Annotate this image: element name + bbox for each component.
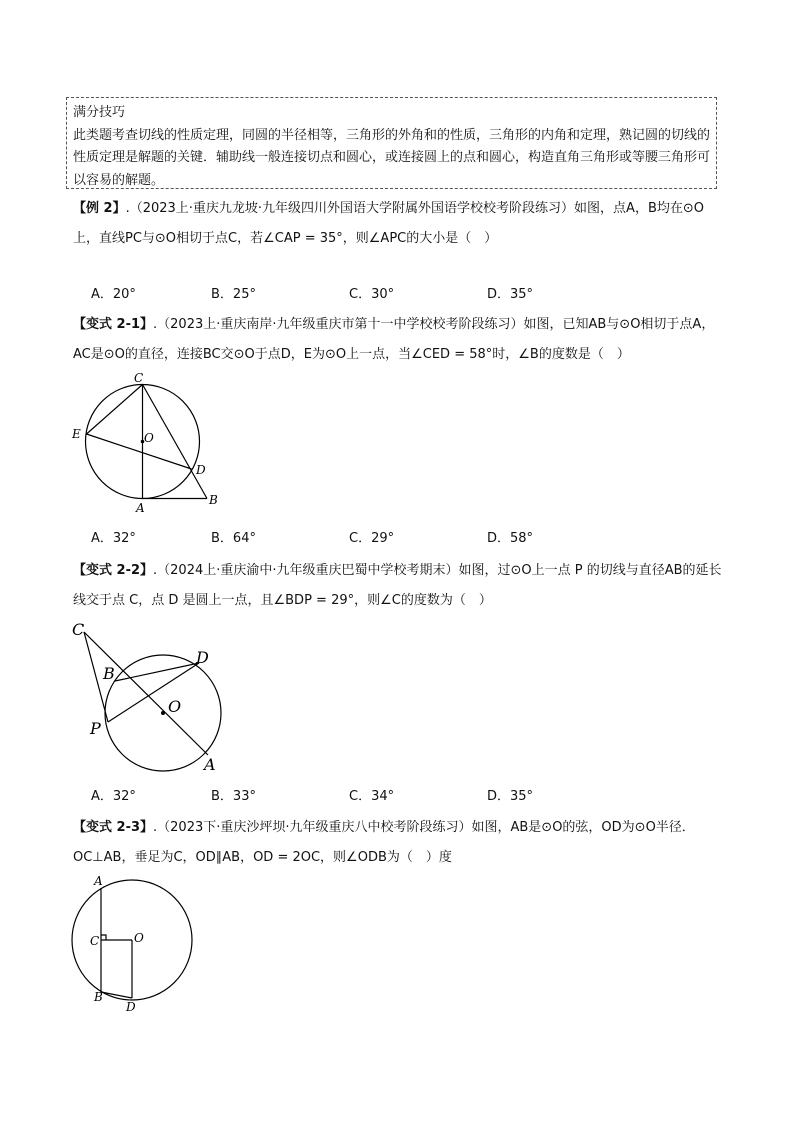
option-a[interactable]: A．32° bbox=[91, 531, 136, 546]
option-c[interactable]: C．34° bbox=[349, 789, 395, 804]
line-ca bbox=[84, 632, 208, 755]
label-a: A bbox=[94, 874, 103, 888]
label-d: D bbox=[126, 1000, 136, 1014]
question-variant-2-1 bbox=[73, 310, 728, 370]
label-b: B bbox=[103, 664, 115, 683]
label-c: C bbox=[72, 620, 85, 639]
option-a[interactable]: A．32° bbox=[91, 789, 136, 804]
figure-variant-2-2 bbox=[66, 615, 236, 775]
label-b: B bbox=[94, 990, 103, 1004]
segment-bd bbox=[101, 992, 132, 998]
chord-ed bbox=[87, 434, 192, 469]
label-d: D bbox=[196, 648, 209, 667]
question-text: .（2023上·重庆南岸·九年级重庆市第十一中学校校考阶段练习）如图，已知AB与⊙O相切于点A，AC是⊙O的直径，连接BC交⊙O于点D，E为⊙O上一点，当∠CED = 58°时，∠B的度数是（ ） bbox=[73, 317, 715, 362]
tip-box bbox=[66, 97, 717, 189]
center-dot bbox=[161, 711, 165, 715]
label-o: O bbox=[144, 431, 154, 445]
option-b[interactable]: B．33° bbox=[211, 789, 256, 804]
option-d[interactable]: D．35° bbox=[487, 789, 534, 804]
option-d[interactable]: D．35° bbox=[487, 287, 534, 302]
label-a: A bbox=[204, 755, 216, 774]
right-angle-mark bbox=[101, 935, 106, 940]
option-b[interactable]: B．64° bbox=[211, 531, 256, 546]
label-o: O bbox=[134, 931, 144, 945]
question-tag: 【变式 2-2】 bbox=[73, 563, 154, 578]
option-a[interactable]: A．20° bbox=[91, 287, 136, 302]
label-d: D bbox=[196, 463, 206, 477]
figure-variant-2-1 bbox=[66, 368, 226, 516]
label-c: C bbox=[90, 934, 100, 948]
label-a: A bbox=[136, 501, 145, 515]
question-variant-2-3 bbox=[73, 813, 728, 873]
question-example-2 bbox=[73, 194, 728, 254]
question-tag: 【例 2】 bbox=[73, 201, 126, 216]
option-b[interactable]: B．25° bbox=[211, 287, 256, 302]
figure-variant-2-3 bbox=[66, 872, 196, 1017]
question-tag: 【变式 2-3】 bbox=[73, 820, 154, 835]
tip-body: 此类题考查切线的性质定理，同圆的半径相等，三角形的外角和的性质，三角形的内角和定理，熟记圆的切线的性质定理是解题的关键．辅助线一般连接切点和圆心，或连接圆上的点和圆心，构造直角三角形或等腰三角形可以容易的解题。 bbox=[73, 127, 711, 188]
label-b: B bbox=[209, 493, 218, 507]
label-c: C bbox=[134, 371, 144, 385]
option-c[interactable]: C．29° bbox=[349, 531, 395, 546]
label-o: O bbox=[168, 697, 182, 716]
question-variant-2-2 bbox=[73, 556, 728, 616]
option-c[interactable]: C．30° bbox=[349, 287, 395, 302]
option-d[interactable]: D．58° bbox=[487, 531, 534, 546]
question-text: .（2024上·重庆渝中·九年级重庆巴蜀中学校考期末）如图，过⊙O上一点 P 的切线与直径AB的延长线交于点 C，点 D 是圆上一点，且∠BDP = 29°，则∠C的度数为（ ） bbox=[73, 563, 722, 608]
label-p: P bbox=[90, 719, 101, 738]
question-tag: 【变式 2-1】 bbox=[73, 317, 154, 332]
question-text: .（2023下·重庆沙坪坝·九年级重庆八中校考阶段练习）如图，AB是⊙O的弦，OD为⊙O半径．OC⊥AB，垂足为C，OD∥AB，OD = 2OC，则∠ODB为（ ）度 bbox=[73, 820, 695, 865]
label-e: E bbox=[72, 427, 81, 441]
chord-bd bbox=[115, 663, 199, 681]
tip-title: 满分技巧 bbox=[73, 105, 126, 120]
question-text: .（2023上·重庆九龙坡·九年级四川外国语大学附属外国语学校校考阶段练习）如图，点A，B均在⊙O上，直线PC与⊙O相切于点C，若∠CAP = 35°，则∠APC的大小是（ ） bbox=[73, 201, 704, 246]
